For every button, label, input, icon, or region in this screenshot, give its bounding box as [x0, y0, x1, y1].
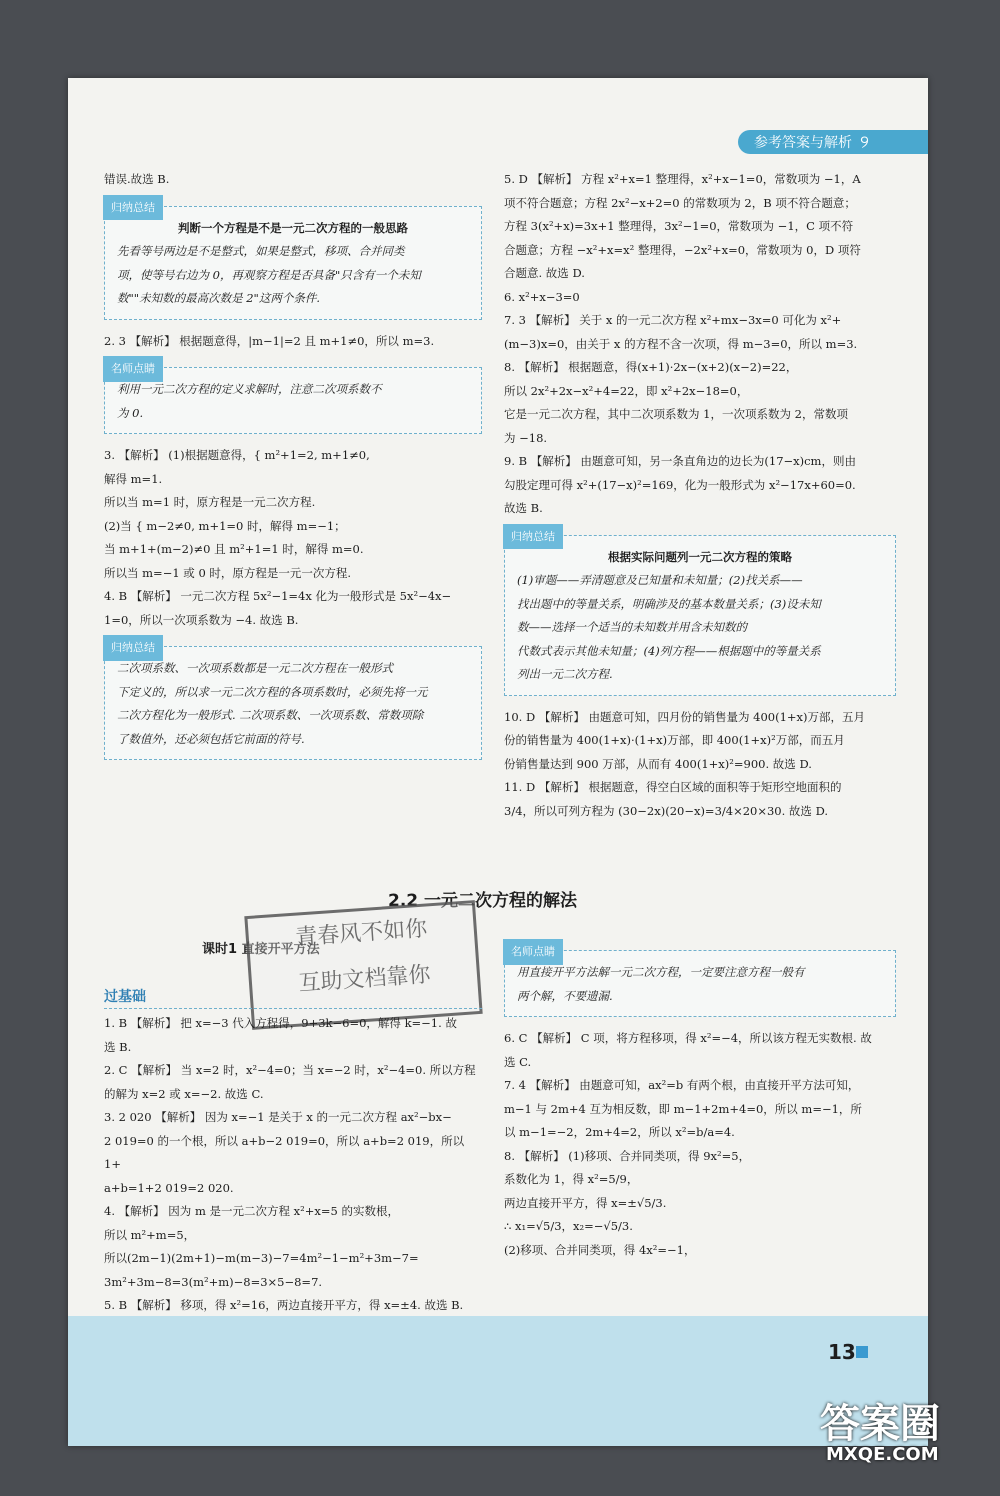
box-lines — [517, 569, 883, 687]
site-url: MXQE.COM — [826, 1444, 939, 1465]
text-line: 6. C 【解析】 C 项，将方程移项，得 x²=−4，所以该方程无实数根. 故 — [504, 1031, 872, 1045]
divider — [104, 1008, 482, 1009]
text-line: 2. C 【解析】 当 x=2 时，x²−4=0；当 x=−2 时，x²−4=0. 所以方程 — [104, 1063, 476, 1077]
text-line: 所以 m²+m=5， — [104, 1227, 196, 1242]
box-lines — [517, 961, 883, 1008]
box-title: 判断一个方程是不是一元二次方程的一般思路 — [178, 220, 408, 235]
text-line: 两个解，不要遗漏. — [517, 988, 613, 1003]
text-line: 所以(2m−1)(2m+1)−m(m−3)−7=4m²−1−m²+3m−7= — [104, 1251, 419, 1265]
text-line: 合题意. 故选 D. — [504, 266, 585, 280]
text-line: 1. B 【解析】 把 x=−3 代入方程得，9+3k−6=0，解得 k=−1. 故 — [104, 1016, 457, 1030]
text-line: 勾股定理可得 x²+(17−x)²=169，化为一般形式为 x²−17x+60=0. — [504, 477, 856, 492]
text-line: 项不符合题意；方程 2x²−x+2=0 的常数项为 2，B 项不符合题意； — [504, 195, 856, 210]
text-line: 两边直接开平方，得 x=±√5/3. — [504, 1195, 667, 1210]
text-line: 项，使等号右边为 0，再观察方程是否具备"只含有一个未知 — [117, 267, 421, 282]
left-column-bottom — [104, 1012, 482, 1318]
text-line: (1)审题——弄清题意及已知量和未知量；(2)找关系—— — [517, 573, 803, 587]
text-line: (2)移项、合并同类项，得 4x²=−1， — [504, 1242, 696, 1257]
text-line: 利用一元二次方程的定义求解时，注意二次项系数不 — [117, 382, 382, 396]
summary-box-3 — [504, 529, 896, 696]
text-line: 它是一元二次方程，其中二次项系数为 1，一次项系数为 2，常数项 — [504, 407, 848, 421]
text-line: 二次方程化为一般形式. 二次项系数、一次项系数、常数项除 — [117, 708, 424, 722]
text-line: 为 0. — [117, 405, 144, 420]
right-column-bottom — [504, 936, 896, 1262]
text-line: 5. D 【解析】 方程 x²+x=1 整理得，x²+x−1=0，常数项为 −1，A — [504, 172, 861, 186]
text-line: 错误.故选 B. — [104, 172, 170, 186]
text-line: 6. x²+x−3=0 — [504, 289, 580, 304]
box-tag: 归纳总结 — [103, 635, 163, 661]
right-column-top — [504, 168, 896, 823]
answer-page — [68, 78, 928, 1446]
text-line: 1=0，所以一次项系数为 −4. 故选 B. — [104, 612, 299, 627]
text-block — [504, 168, 896, 521]
text-line: 份的销售量为 400(1+x)·(1+x)万部，即 400(1+x)²万部，而五月 — [504, 733, 845, 747]
text-line: 下定义的，所以求一元二次方程的各项系数时，必须先将一元 — [117, 684, 428, 699]
text-block — [104, 444, 482, 632]
text-line: 数""未知数的最高次数是 2"这两个条件. — [117, 291, 320, 305]
text-line: 方程 3(x²+x)=3x+1 整理得，3x²−1=0，常数项为 −1，C 项不符 — [504, 219, 854, 233]
lesson-title: 课时1 直接开平方法 — [202, 942, 320, 957]
text-line: 选 C. — [504, 1054, 532, 1069]
text-line: a+b=1+2 019=2 020. — [104, 1180, 234, 1195]
text-block — [104, 1012, 482, 1318]
text-line: 先看等号两边是不是整式，如果是整式，移项、合并同类 — [117, 244, 405, 258]
text-block — [104, 330, 482, 354]
text-line: 的解为 x=2 或 x=−2. 故选 C. — [104, 1086, 264, 1101]
stamp-line-2: 互助文档靠你 — [297, 962, 432, 997]
text-line: 所以当 m=1 时，原方程是一元二次方程. — [104, 495, 316, 509]
stamp-line-1: 青春风不如你 — [294, 916, 429, 951]
tip-box-2 — [504, 945, 896, 1017]
text-line: 解得 m=1. — [104, 471, 163, 486]
text-line: 找出题中的等量关系，明确涉及的基本数量关系；(3)设未知 — [517, 596, 821, 611]
box-tag: 名师点睛 — [103, 356, 163, 382]
box-tag: 归纳总结 — [103, 195, 163, 221]
tip-box-1 — [104, 362, 482, 434]
text-line: 系数化为 1，得 x²=5/9， — [504, 1172, 639, 1186]
text-line: 二次项系数、一次项系数都是一元二次方程在一般形式 — [117, 661, 393, 675]
text-line: 为 −18. — [504, 430, 548, 445]
summary-box-1 — [104, 200, 482, 320]
text-line: 份销售量达到 900 万部，从而有 400(1+x)²=900. 故选 D. — [504, 756, 812, 771]
text-line: (2)当 { m−2≠0, m+1=0 时，解得 m=−1； — [104, 518, 346, 533]
text-line: 合题意；方程 −x²+x=x² 整理得，−2x²+x=0，常数项为 0，D 项符 — [504, 242, 861, 257]
text-line: 3m²+3m−8=3(m²+m)−8=3×5−8=7. — [104, 1274, 323, 1289]
text-line: 7. 4 【解析】 由题意可知，ax²=b 有两个根，由直接开平方法可知， — [504, 1078, 860, 1092]
text-line: 所以当 m=−1 或 0 时，原方程是一元一次方程. — [104, 565, 352, 580]
text-line: 数——选择一个适当的未知数并用含未知数的 — [517, 620, 747, 634]
box-lines — [117, 378, 469, 425]
text-line: 11. D 【解析】 根据题意，得空白区域的面积等于矩形空地面积的 — [504, 780, 842, 794]
text-line: 9. B 【解析】 由题意可知，另一条直角边的边长为(17−x)cm，则由 — [504, 454, 856, 468]
text-line: 了数值外，还必须包括它前面的符号. — [117, 731, 305, 746]
text-line: 以 m−1=−2，2m+4=2，所以 x²=b/a=4. — [504, 1125, 735, 1139]
text-line: 3. 【解析】 (1)根据题意得，{ m²+1=2, m+1≠0, — [104, 448, 370, 462]
text-line: 3. 2 020 【解析】 因为 x=−1 是关于 x 的一元二次方程 ax²−bx− — [104, 1110, 452, 1124]
text-line: 8. 【解析】 根据题意，得(x+1)·2x−(x+2)(x−2)=22， — [504, 360, 798, 374]
text-line: 故选 B. — [504, 501, 543, 515]
page-number: 13 — [828, 1340, 856, 1364]
page-marker — [856, 1346, 868, 1358]
text-line: 10. D 【解析】 由题意可知，四月份的销售量为 400(1+x)万部，五月 — [504, 709, 865, 724]
summary-box-2 — [104, 641, 482, 760]
box-title: 根据实际问题列一元二次方程的策略 — [608, 549, 792, 564]
swirl-icon: ୨ — [860, 131, 869, 153]
site-logo: 答案圈 — [820, 1401, 940, 1447]
section-title: 2.2 一元二次方程的解法 — [388, 891, 578, 911]
text-line: 4. B 【解析】 一元二次方程 5x²−1=4x 化为一般形式是 5x²−4x− — [104, 589, 452, 603]
left-column-top — [104, 168, 482, 770]
box-tag: 名师点睛 — [503, 939, 563, 965]
text-line: m−1 与 2m+4 互为相反数，即 m−1+2m+4=0，所以 m=−1，所 — [504, 1101, 862, 1116]
box-tag: 归纳总结 — [503, 524, 563, 550]
text-line: 用直接开平方法解一元二次方程，一定要注意方程一般有 — [517, 965, 805, 979]
text-line: 2 019=0 的一个根，所以 a+b−2 019=0，所以 a+b=2 019，所以 1+ — [104, 1133, 465, 1171]
text-line: 代数式表示其他未知量；(4)列方程——根据题中的等量关系 — [517, 643, 821, 658]
box-lines — [117, 240, 469, 311]
stamp-watermark — [244, 900, 482, 1030]
text-line: 7. 3 【解析】 关于 x 的一元二次方程 x²+mx−3x=0 可化为 x²+ — [504, 313, 842, 327]
text-line: 8. 【解析】 (1)移项、合并同类项，得 9x²=5， — [504, 1148, 751, 1163]
text-line: 当 m+1+(m−2)≠0 且 m²+1=1 时，解得 m=0. — [104, 542, 364, 556]
box-lines — [117, 657, 469, 751]
text-line: (m−3)x=0，由关于 x 的方程不含一次项，得 m−3=0，所以 m=3. — [504, 336, 858, 351]
text-line: ∴ x₁=√5/3，x₂=−√5/3. — [504, 1219, 633, 1233]
answer-section-label: 参考答案与解析 — [754, 135, 852, 151]
basic-heading: 过基础 — [104, 989, 146, 1005]
answer-section-tag — [738, 130, 928, 154]
text-block — [104, 168, 482, 192]
text-line: 所以 2x²+2x−x²+4=22，即 x²+2x−18=0， — [504, 383, 749, 398]
footer-band — [68, 1316, 928, 1446]
text-line: 列出一元二次方程. — [517, 667, 613, 681]
text-block — [504, 1027, 896, 1262]
text-line: 4. 【解析】 因为 m 是一元二次方程 x²+x=5 的实数根， — [104, 1204, 399, 1218]
text-line: 2. 3 【解析】 根据题意得，|m−1|=2 且 m+1≠0，所以 m=3. — [104, 333, 435, 348]
text-block — [504, 706, 896, 824]
text-line: 选 B. — [104, 1039, 132, 1054]
text-line: 5. B 【解析】 移项，得 x²=16，两边直接开平方，得 x=±4. 故选 B. — [104, 1298, 464, 1312]
text-line: 3/4，所以可列方程为 (30−2x)(20−x)=3/4×20×30. 故选 D. — [504, 803, 829, 818]
